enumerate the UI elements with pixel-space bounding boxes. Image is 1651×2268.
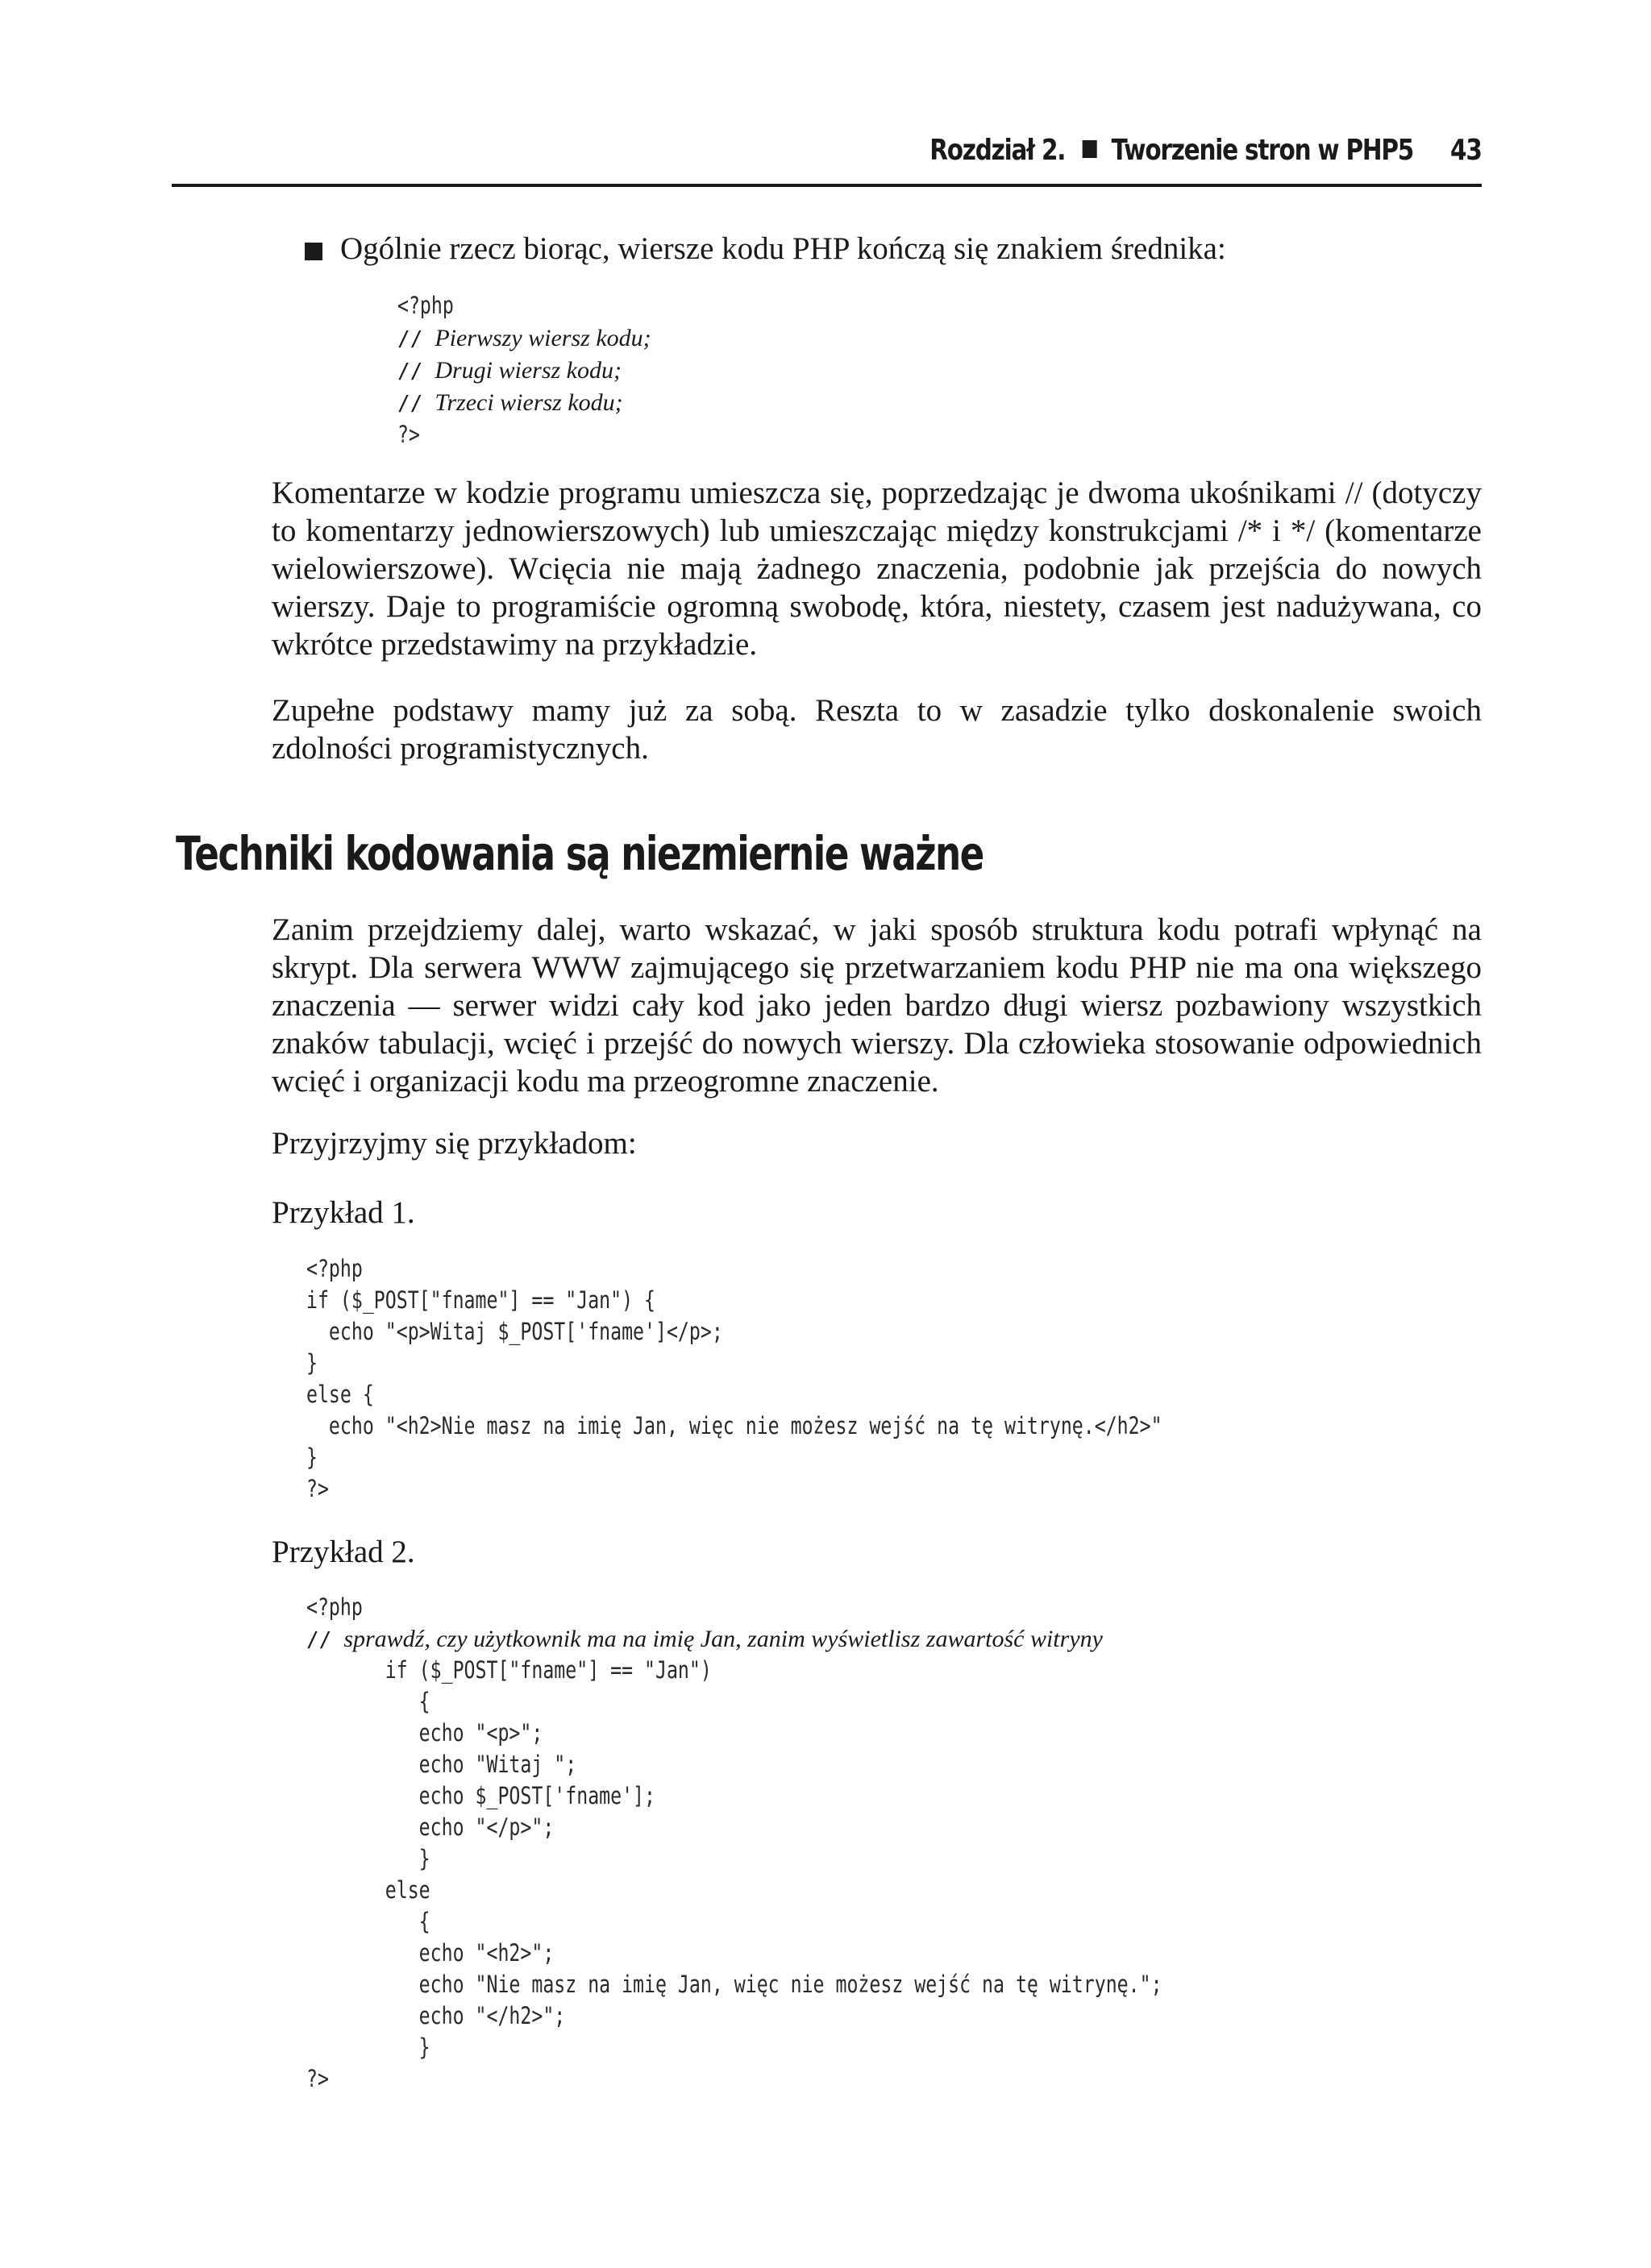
code-comment-line (397, 322, 651, 355)
comment-text: Pierwszy wiersz kodu; (435, 325, 651, 351)
code-comment-line (306, 1623, 1103, 1656)
code-line: ?> (397, 421, 420, 448)
comment-text: Trzeci wiersz kodu; (435, 389, 623, 416)
paragraph-comments: Komentarze w kodzie programu umieszcza się, poprzedzając je dwoma ukośnikami // (dotyczy to komentarzy jednowierszowych) lub umieszczając między konstrukcjami /* i */ (komentarze wielowierszowe). Wcięcia nie mają żadnego znaczenia, podobnie jak przejścia do nowych wierszy. Daje to programiście ogromną swobodę, która, niestety, czasem jest nadużywana, co wkrótce przedstawimy na przykładzie. (272, 476, 1482, 662)
comment-text: sprawdź, czy użytkownik ma na imię Jan, zanim wyświetlisz zawartość witryny (343, 1626, 1103, 1652)
code-line: { (306, 1688, 430, 1715)
code-line: if ($_POST["fname"] == "Jan") (306, 1656, 712, 1684)
code-line: echo "<h2>Nie masz na imię Jan, więc nie możesz wejść na tę witrynę.</h2>" (306, 1412, 1162, 1439)
code-line: echo "<h2>"; (306, 1939, 555, 1967)
code-comment-line (397, 387, 623, 420)
code-line: } (306, 1443, 318, 1471)
section-heading: Techniki kodowania są niezmiernie ważne (176, 826, 984, 881)
code-line: echo "<p>Witaj $_POST['fname']</p>; (306, 1318, 723, 1345)
code-line: echo "</h2>"; (306, 2002, 566, 2029)
paragraph-examples-lead: Przyjrzyjmy się przykładom: (272, 1126, 637, 1161)
example-1-label: Przykład 1. (272, 1195, 415, 1230)
code-line: <?php (306, 1255, 363, 1282)
example-2-label: Przykład 2. (272, 1535, 415, 1569)
code-line: else { (306, 1381, 374, 1408)
code-line: echo "<p>"; (306, 1719, 543, 1747)
paragraph-intro: Zanim przejdziemy dalej, warto wskazać, w jaki sposób struktura kodu potrafi wpłynąć na skrypt. Dla serwera WWW zajmującego się przetwarzaniem kodu PHP nie ma ona większego znaczenia — serwer widzi cały kod jako jeden bardzo długi wiersz pozbawiony wszystkich znaków tabulacji, wcięć i przejść do nowych wierszy. Dla człowieka stosowanie odpowiednich wcięć i organizacji kodu ma przeogromne znaczenie. (272, 912, 1482, 1099)
code-line: } (306, 2033, 430, 2061)
code-comment-line (397, 355, 622, 388)
code-line: { (306, 1908, 430, 1935)
paragraph-basics: Zupełne podstawy mamy już za sobą. Reszta to w zasadzie tylko doskonalenie swoich zdolności programistycznych. (272, 693, 1482, 766)
code-line: echo "</p>"; (306, 1813, 555, 1841)
comment-slashes: // (306, 1628, 332, 1652)
chapter-title: Tworzenie stron w PHP5 (1111, 134, 1414, 167)
comment-slashes: // (397, 392, 423, 416)
comment-text: Drugi wiersz kodu; (435, 357, 622, 384)
square-bullet-icon (1083, 140, 1097, 158)
square-bullet-icon (305, 243, 322, 260)
code-line: ?> (306, 1475, 329, 1502)
code-line: <?php (397, 292, 454, 319)
bullet-text: Ogólnie rzecz biorąc, wiersze kodu PHP kończą się znakiem średnika: (340, 231, 1226, 266)
code-line: } (306, 1845, 430, 1872)
running-header (172, 129, 1482, 187)
code-line: else (306, 1876, 430, 1904)
code-line: echo $_POST['fname']; (306, 1782, 655, 1809)
comment-slashes: // (397, 359, 423, 384)
chapter-label: Rozdział 2. (929, 134, 1066, 167)
code-line: echo "Nie masz na imię Jan, więc nie możesz wejść na tę witrynę."; (306, 1971, 1162, 1998)
page-number: 43 (1450, 134, 1482, 167)
running-header-text (930, 134, 1482, 167)
code-line: } (306, 1349, 318, 1377)
comment-slashes: // (397, 327, 423, 351)
code-line: echo "Witaj "; (306, 1751, 577, 1778)
code-line: ?> (306, 2065, 329, 2092)
code-line: <?php (306, 1593, 363, 1621)
code-line: if ($_POST["fname"] == "Jan") { (306, 1286, 655, 1314)
